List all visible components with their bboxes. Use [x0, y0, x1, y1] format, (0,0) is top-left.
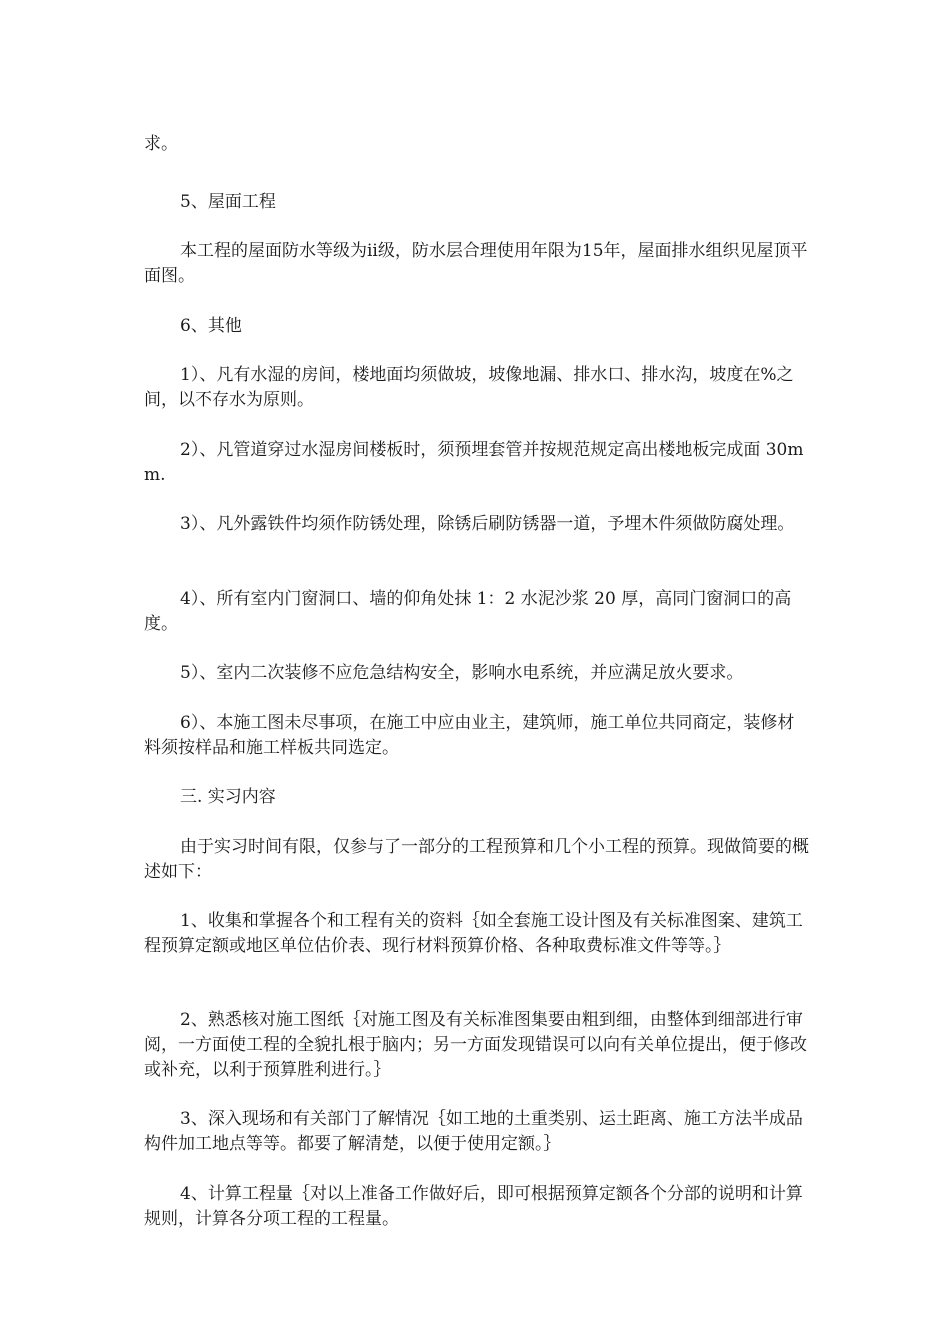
list-item-5: 5）、室内二次装修不应危急结构安全，影响水电系统，并应满足放火要求。: [180, 663, 744, 683]
list-item-3: 3）、凡外露铁件均须作防锈处理，除锈后刷防锈器一道，予埋木件须做防腐处理。: [180, 514, 795, 534]
list-item-collect: 1、收集和掌握各个和工程有关的资料｛如全套施工设计图及有关标准图案、建筑工程预算定额或地区单位估价表、现行材料预算价格、各种取费标准文件等等。｝: [144, 911, 803, 956]
list-item-2: 2）、凡管道穿过水湿房间楼板时，须预埋套管并按规范规定高出楼地板完成面 30mm.: [144, 440, 804, 485]
list-item-review: 2、熟悉核对施工图纸｛对施工图及有关标准图集要由粗到细，由整体到细部进行审阅，一方面使工程的全貌扎根于脑内；另一方面发现错误可以向有关单位提出，便于修改或补充，以利于预算胜利进行。｝: [144, 1010, 807, 1080]
section-heading-internship: 三. 实习内容: [180, 787, 276, 807]
paragraph-internship-intro: 由于实习时间有限，仅参与了一部分的工程预算和几个小工程的预算。现做简要的概述如下：: [144, 837, 809, 882]
list-item-survey: 3、深入现场和有关部门了解情况｛如工地的土重类别、运土距离、施工方法半成品构件加工地点等等。都要了解清楚，以便于使用定额。｝: [144, 1109, 803, 1154]
list-item-calculate: 4、计算工程量｛对以上准备工作做好后，即可根据预算定额各个分部的说明和计算规则，计算各分项工程的工程量。: [144, 1184, 803, 1229]
paragraph-continuation: 求。: [144, 134, 178, 154]
section-heading-roof: 5、屋面工程: [180, 192, 276, 212]
list-item-6: 6）、本施工图未尽事项，在施工中应由业主，建筑师，施工单位共同商定，装修材料须按样品和施工样板共同选定。: [144, 713, 795, 758]
section-heading-other: 6、其他: [180, 316, 242, 336]
paragraph-roof: 本工程的屋面防水等级为ii级，防水层合理使用年限为15年，屋面排水组织见屋顶平面图。: [144, 241, 808, 286]
list-item-4: 4）、所有室内门窗洞口、墙的仰角处抹 1：2 水泥沙浆 20 厚，高同门窗洞口的高度。: [144, 589, 792, 634]
list-item-1: 1）、凡有水湿的房间，楼地面均须做坡，坡像地漏、排水口、排水沟，坡度在%之间，以不存水为原则。: [144, 365, 794, 410]
